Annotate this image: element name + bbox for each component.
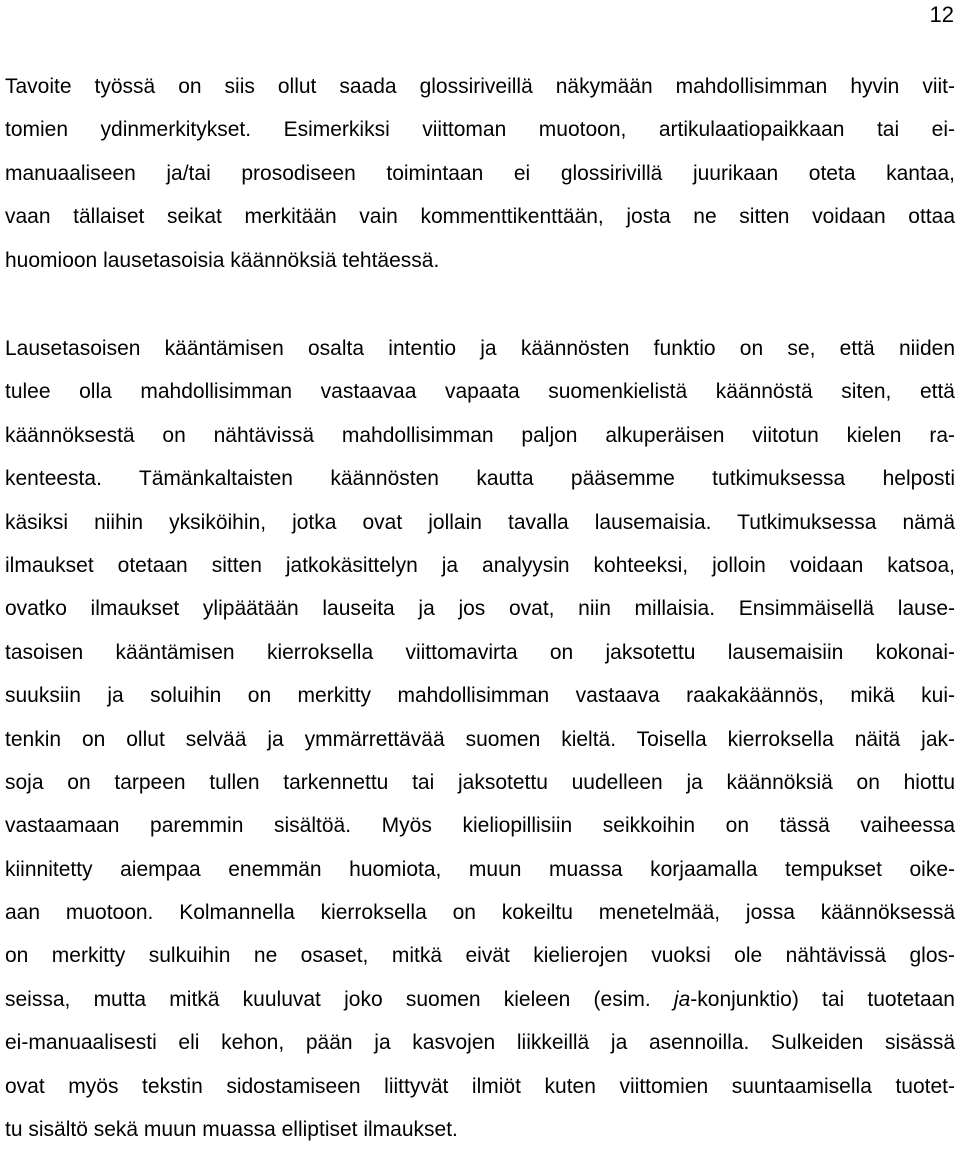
page-number: 12 — [929, 2, 954, 27]
text-segment: seissa, mutta mitkä kuuluvat joko suomen kieleen (esim. — [5, 987, 674, 1011]
paragraph-1 — [5, 65, 955, 282]
text-line: suuksiin ja soluihin on merkitty mahdollisimman vastaava raakakäännös, mikä kui- — [5, 684, 955, 708]
text-line: ei-manuaalisesti eli kehon, pään ja kasvojen liikkeillä ja asennoilla. Sulkeiden sisässä — [5, 1031, 955, 1055]
text-line: huomioon lausetasoisia käännöksiä tehtäessä. — [5, 248, 440, 272]
text-line: Lausetasoisen kääntämisen osalta intentio ja käännösten funktio on se, että niiden — [5, 337, 955, 360]
text-line: kenteesta. Tämänkaltaisten käännösten kautta pääsemme tutkimuksessa helposti — [5, 467, 955, 491]
text-line: vaan tällaiset seikat merkitään vain kommenttikenttään, josta ne sitten voidaan ottaa — [5, 205, 955, 229]
text-line: aan muotoon. Kolmannella kierroksella on kokeiltu menetelmää, jossa käännöksessä — [5, 901, 955, 925]
text-line: käännöksestä on nähtävissä mahdollisimman paljon alkuperäisen viitotun kielen ra- — [5, 423, 955, 447]
text-line: tu sisältö sekä muun muassa elliptiset ilmaukset. — [5, 1118, 458, 1142]
text-line: kiinnitetty aiempaa enemmän huomiota, muun muassa korjaamalla tempukset oike- — [5, 857, 955, 881]
text-line — [5, 978, 955, 1021]
text-line: tasoisen kääntämisen kierroksella viittomavirta on jaksotettu lausemaisiin kokonai- — [5, 640, 955, 664]
italic-term: ja — [673, 987, 691, 1011]
text-line: manuaaliseen ja/tai prosodiseen toimintaan ei glossirivillä juurikaan oteta kantaa, — [5, 161, 955, 185]
text-line: ovatko ilmaukset ylipäätään lauseita ja jos ovat, niin millaisia. Ensimmäisellä lause- — [5, 597, 955, 621]
text-line: tomien ydinmerkitykset. Esimerkiksi viittoman muotoon, artikulaatiopaikkaan tai ei- — [5, 118, 955, 142]
text-line: tenkin on ollut selvää ja ymmärrettävää suomen kieltä. Toisella kierroksella näitä jak- — [5, 727, 955, 751]
text-line: on merkitty sulkuihin ne osaset, mitkä eivät kielierojen vuoksi ole nähtävissä glos- — [5, 944, 955, 968]
text-line: käsiksi niihin yksiköihin, jotka ovat jollain tavalla lausemaisia. Tutkimuksessa nämä — [5, 510, 955, 534]
text-line: tulee olla mahdollisimman vastaavaa vapaata suomenkielistä käännöstä siten, että — [5, 380, 955, 404]
text-line: ilmaukset otetaan sitten jatkokäsittelyn ja analyysin kohteeksi, jolloin voidaan katsoa, — [5, 553, 955, 577]
text-line: ovat myös tekstin sidostamiseen liittyvät ilmiöt kuten viittomien suuntaamisella tuotet- — [5, 1074, 955, 1098]
paragraph-2 — [5, 327, 955, 1151]
text-line: vastaamaan paremmin sisältöä. Myös kieliopillisiin seikkoihin on tässä vaiheessa — [5, 814, 955, 838]
text-line: Tavoite työssä on siis ollut saada glossiriveillä näkymään mahdollisimman hyvin viit- — [5, 75, 955, 98]
text-line: soja on tarpeen tullen tarkennettu tai jaksotettu uudelleen ja käännöksiä on hiottu — [5, 770, 955, 794]
text-segment: -konjunktio) tai tuotetaan — [690, 987, 955, 1011]
